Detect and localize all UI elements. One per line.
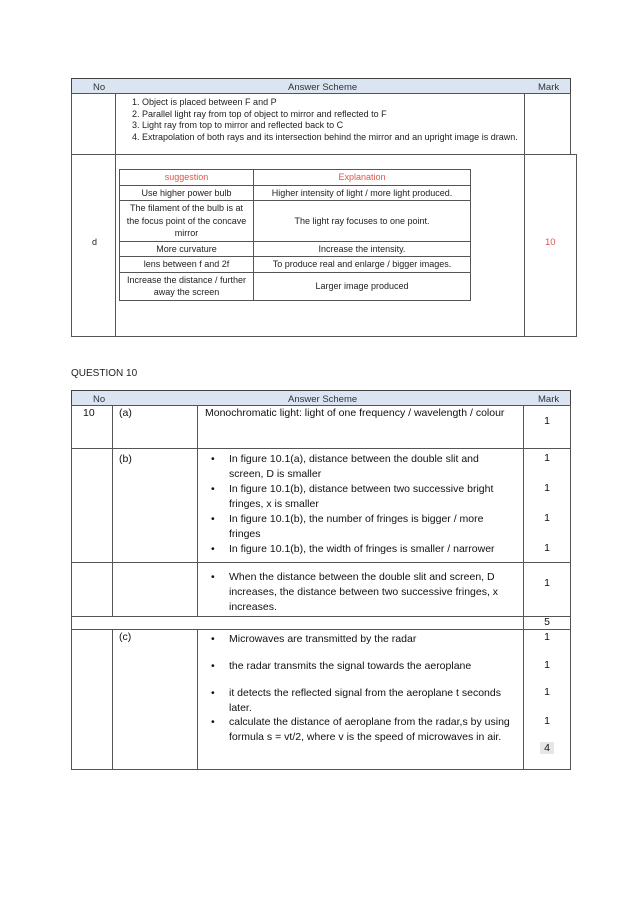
part-c-total: 4: [540, 742, 554, 754]
t2-c-label-cell: [112, 629, 198, 770]
suggestion-header: suggestion: [120, 170, 254, 186]
bullet-text: it detects the reflected signal from the aeroplane t seconds later.: [229, 687, 501, 714]
bullet-icon: •: [211, 543, 215, 555]
bullet-mark: 1: [544, 577, 550, 589]
bullet-text: Microwaves are transmitted by the radar: [229, 633, 417, 645]
question-number: 10: [83, 407, 95, 419]
header-no: No: [93, 394, 106, 405]
part-b-label: (b): [119, 453, 132, 465]
bullet-mark: 1: [544, 512, 550, 524]
explanation-cell: Higher intensity of light / more light produced.: [254, 185, 471, 201]
header-answer-scheme: Answer Scheme: [288, 82, 358, 93]
t1-r1-no: [71, 93, 116, 155]
explanation-cell: The light ray focuses to one point.: [254, 201, 471, 242]
suggestion-cell: Increase the distance / further away the screen: [120, 272, 254, 300]
explanation-cell: Increase the intensity.: [254, 241, 471, 257]
bullet-mark: 1: [544, 686, 550, 698]
t1-rd-mark: [524, 154, 577, 337]
part-c-bullet: [211, 632, 514, 647]
bullet-mark: 1: [544, 482, 550, 494]
bullet-mark: 1: [544, 631, 550, 643]
bullet-text: When the distance between the double slit and screen, D increases, the distance between two successive fringes, x increases.: [229, 571, 499, 613]
part-c-bullet: [211, 686, 519, 716]
part-a-text: Monochromatic light: light of one frequency / wavelength / colour: [205, 407, 505, 419]
t1-r1-scheme: [115, 93, 525, 155]
header-answer-scheme: Answer Scheme: [288, 394, 358, 405]
suggestion-cell: The filament of the bulb is at the focus point of the concave mirror: [120, 201, 254, 242]
bullet-icon: •: [211, 716, 215, 728]
bullet-mark: 1: [544, 715, 550, 727]
suggestion-table: [119, 169, 471, 301]
explanation-cell: To produce real and enlarge / bigger images.: [254, 257, 471, 273]
bullet-icon: •: [211, 483, 215, 495]
part-a-label: (a): [119, 407, 132, 419]
bullet-icon: •: [211, 571, 215, 583]
row-d-mark: 10: [545, 237, 556, 248]
bullet-text: In figure 10.1(b), the width of fringes is smaller / narrower: [229, 543, 495, 555]
suggestion-cell: Use higher power bulb: [120, 185, 254, 201]
step-item: 4. Extrapolation of both rays and its intersection behind the mirror and an upright image is drawn.: [142, 132, 524, 144]
suggestion-cell: lens between f and 2f: [120, 257, 254, 273]
bullet-text: the radar transmits the signal towards the aeroplane: [229, 660, 472, 672]
step-item: 1. Object is placed between F and P: [142, 97, 524, 109]
t2-b-total-row: [71, 616, 524, 630]
t2-b-mark-cell: [523, 448, 571, 617]
t1-r1-mark: [524, 93, 571, 155]
t1-rd-no: [71, 154, 116, 337]
t2-c-no: [71, 629, 113, 770]
step-item: 3. Light ray from top to mirror and reflected back to C: [142, 120, 524, 132]
part-b-bullet: [211, 542, 519, 557]
bullet-mark: 1: [544, 542, 550, 554]
bullet-icon: •: [211, 633, 215, 645]
part-c-label: (c): [119, 631, 132, 643]
part-c-bullet: [211, 715, 514, 745]
row-d-label: d: [92, 237, 98, 247]
bullet-mark: 1: [544, 659, 550, 671]
part-b-total: 5: [544, 616, 550, 628]
part-a-mark: 1: [544, 415, 550, 427]
bullet-text: calculate the distance of aeroplane from the radar,s by using formula s = vt/2, where v is the speed of microwaves in air.: [229, 716, 510, 743]
suggestion-cell: More curvature: [120, 241, 254, 257]
steps-list: [116, 97, 524, 143]
bullet-text: In figure 10.1(b), distance between two successive bright fringes, x is smaller: [229, 483, 494, 510]
explanation-header: Explanation: [254, 170, 471, 186]
explanation-cell: Larger image produced: [254, 272, 471, 300]
bullet-icon: •: [211, 660, 215, 672]
table1-header: [71, 78, 571, 94]
part-c-bullet: [211, 659, 514, 674]
part-b-bullet: [211, 570, 514, 615]
bullet-icon: •: [211, 453, 215, 465]
part-b-bullet: [211, 512, 514, 542]
header-mark: Mark: [538, 82, 560, 93]
bullet-text: In figure 10.1(b), the number of fringes is bigger / more fringes: [229, 513, 484, 540]
bullet-icon: •: [211, 513, 215, 525]
t2-a-mark-cell: [523, 405, 571, 449]
part-b-bullet: [211, 452, 514, 482]
step-item: 2. Parallel light ray from top of object to mirror and reflected to F: [142, 109, 524, 121]
bullet-icon: •: [211, 687, 215, 699]
part-b-bullet: [211, 482, 514, 512]
t2-b-sep: [71, 562, 571, 563]
bullet-mark: 1: [544, 452, 550, 464]
header-no: No: [93, 82, 106, 93]
t2-b-no: [71, 448, 113, 617]
table2-header: [71, 390, 571, 406]
bullet-text: In figure 10.1(a), distance between the double slit and screen, D is smaller: [229, 453, 479, 480]
question-title: QUESTION 10: [71, 368, 138, 379]
t2-b-label-cell: [112, 448, 198, 617]
header-mark: Mark: [538, 394, 560, 405]
